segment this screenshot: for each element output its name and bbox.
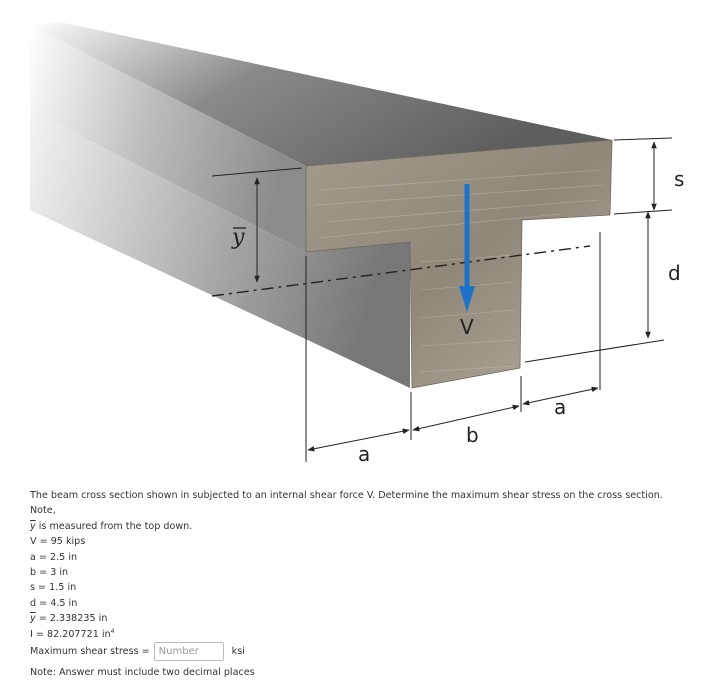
given-I <box>30 627 680 642</box>
given-ybar <box>30 611 680 626</box>
ybar-symbol: $\overline{y}$ <box>30 613 36 625</box>
given-I-value: I = 82.207721 in <box>30 628 111 640</box>
label-ybar: y <box>232 225 245 250</box>
given-ybar-value: = 2.338235 in <box>35 613 108 625</box>
answer-row <box>30 642 245 661</box>
answer-label: Maximum shear stress = <box>30 646 150 657</box>
given-d: d = 4.5 in <box>30 597 78 609</box>
ybar-symbol: $\overline{y}$ <box>30 520 36 532</box>
shear-stress-input[interactable] <box>154 642 224 661</box>
given-b: b = 3 in <box>30 567 69 579</box>
answer-note: Note: Answer must include two decimal places <box>30 667 255 678</box>
label-a-left: a <box>358 442 371 466</box>
label-b: b <box>466 423 479 447</box>
note-text: is measured from the top down. <box>35 520 193 532</box>
given-I-exponent: 4 <box>110 627 115 635</box>
given-V: V = 95 kips <box>30 536 86 548</box>
given-s: s = 1.5 in <box>30 582 77 594</box>
label-V: V <box>460 315 474 339</box>
answer-unit: ksi <box>231 646 245 657</box>
beam-body <box>30 22 612 388</box>
problem-statement-note <box>30 519 680 534</box>
problem-text <box>30 488 680 642</box>
given-a: a = 2.5 in <box>30 551 78 563</box>
label-s: s <box>674 167 685 191</box>
problem-statement: The beam cross section shown in subjected to an internal shear force V. Determine the maximum shear stress on the cross section. Note, <box>30 490 663 517</box>
label-a-right: a <box>554 395 567 419</box>
label-d: d <box>668 261 681 285</box>
